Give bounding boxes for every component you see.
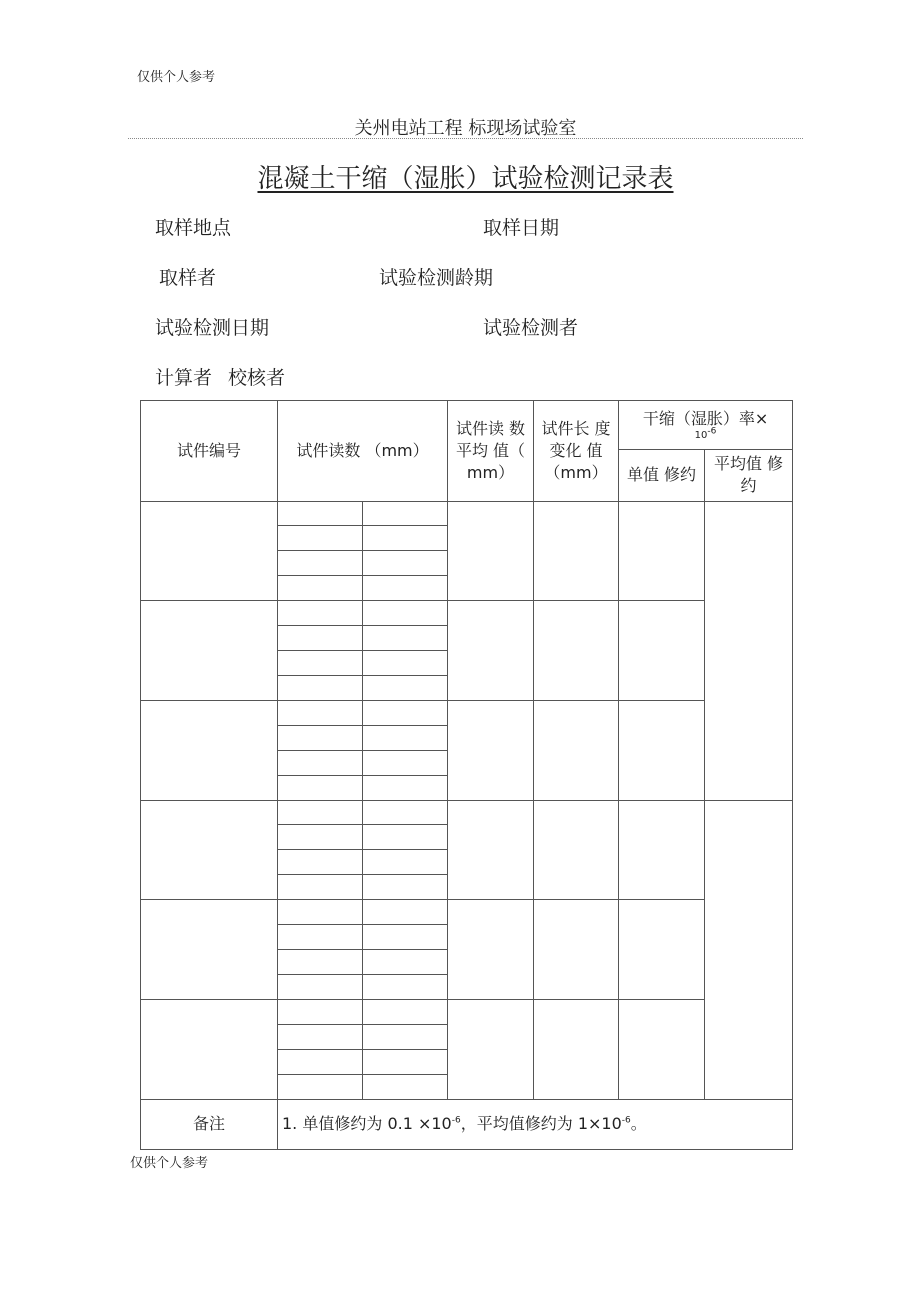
field-sampler: 取样者: [159, 267, 217, 289]
reading-row: [141, 501, 793, 526]
length-change-cell[interactable]: [534, 800, 619, 900]
reading-row: [141, 700, 793, 725]
watermark-bottom: 仅供个人参考: [130, 1156, 209, 1171]
field-calculator: 计算者: [155, 367, 213, 389]
reading-cell[interactable]: [278, 1049, 363, 1074]
field-test-date: 试验检测日期: [155, 317, 270, 339]
reading-cell[interactable]: [278, 700, 363, 725]
length-change-cell[interactable]: [534, 700, 619, 800]
reading-cell[interactable]: [278, 651, 363, 676]
average-reading-cell[interactable]: [448, 800, 534, 900]
reading-cell[interactable]: [278, 800, 363, 825]
reading-cell[interactable]: [363, 526, 448, 551]
reading-cell[interactable]: [278, 925, 363, 950]
remarks-text: 1. 单值修约为 $0.1 \times 10^{-6}$，平均值修约为 $1\times 10^{-6}$。: [278, 1099, 793, 1149]
reading-cell[interactable]: [363, 576, 448, 601]
reading-cell[interactable]: [363, 1024, 448, 1049]
reading-cell[interactable]: [363, 651, 448, 676]
header-shrinkage-rate: 干缩（湿胀）率× $10^{-6}$: [619, 401, 793, 450]
reading-cell[interactable]: [278, 975, 363, 1000]
watermark-top: 仅供个人参考: [137, 70, 216, 85]
single-rounding-cell[interactable]: [619, 601, 705, 701]
reading-cell[interactable]: [363, 850, 448, 875]
reading-cell[interactable]: [363, 825, 448, 850]
reading-cell[interactable]: [278, 900, 363, 925]
average-reading-cell[interactable]: [448, 601, 534, 701]
reading-cell[interactable]: [278, 526, 363, 551]
header-single-rounding: 单值 修约: [619, 450, 705, 501]
reading-cell[interactable]: [278, 850, 363, 875]
reading-cell[interactable]: [278, 626, 363, 651]
header-length-change: 试件长 度 变化 值 （mm）: [534, 401, 619, 502]
length-change-cell[interactable]: [534, 501, 619, 601]
reading-cell[interactable]: [363, 950, 448, 975]
reading-cell[interactable]: [363, 999, 448, 1024]
header-average-reading: 试件读 数 平均 值（ mm）: [448, 401, 534, 502]
reading-cell[interactable]: [278, 675, 363, 700]
reading-cell[interactable]: [363, 775, 448, 800]
reading-cell[interactable]: [363, 700, 448, 725]
reading-cell[interactable]: [363, 800, 448, 825]
field-checker: 校核者: [228, 367, 286, 389]
reading-cell[interactable]: [278, 825, 363, 850]
organization-name: 关州电站工程 标现场试验室: [354, 118, 577, 139]
reading-cell[interactable]: [278, 750, 363, 775]
field-test-age: 试验检测龄期: [379, 267, 494, 289]
average-reading-cell[interactable]: [448, 501, 534, 601]
reading-cell[interactable]: [278, 601, 363, 626]
average-reading-cell[interactable]: [448, 700, 534, 800]
reading-cell[interactable]: [278, 725, 363, 750]
reading-cell[interactable]: [278, 1024, 363, 1049]
page-title: 混凝土干缩（湿胀）试验检测记录表: [257, 164, 674, 194]
average-reading-cell[interactable]: [448, 900, 534, 1000]
reading-cell[interactable]: [363, 750, 448, 775]
single-rounding-cell[interactable]: [619, 800, 705, 900]
reading-cell[interactable]: [363, 725, 448, 750]
reading-cell[interactable]: [363, 875, 448, 900]
average-rounding-cell[interactable]: [705, 800, 793, 1099]
header-divider: [128, 138, 803, 139]
reading-cell[interactable]: [363, 900, 448, 925]
length-change-cell[interactable]: [534, 900, 619, 1000]
specimen-no-cell[interactable]: [141, 800, 278, 900]
reading-cell[interactable]: [363, 975, 448, 1000]
remarks-row: [141, 1099, 793, 1149]
reading-cell[interactable]: [278, 501, 363, 526]
specimen-no-cell[interactable]: [141, 900, 278, 1000]
reading-cell[interactable]: [278, 775, 363, 800]
length-change-cell[interactable]: [534, 999, 619, 1099]
header-average-rounding: 平均值 修 约: [705, 450, 793, 501]
reading-cell[interactable]: [278, 875, 363, 900]
single-rounding-cell[interactable]: [619, 501, 705, 601]
shrinkage-record-table: [140, 400, 793, 1150]
reading-cell[interactable]: [278, 551, 363, 576]
reading-row: [141, 900, 793, 925]
reading-cell[interactable]: [363, 925, 448, 950]
reading-cell[interactable]: [363, 1074, 448, 1099]
single-rounding-cell[interactable]: [619, 700, 705, 800]
field-tester: 试验检测者: [483, 317, 579, 339]
field-sampling-location: 取样地点: [155, 217, 232, 239]
specimen-no-cell[interactable]: [141, 601, 278, 701]
average-rounding-cell[interactable]: [705, 501, 793, 800]
header-specimen-no: 试件编号: [141, 401, 278, 502]
specimen-no-cell[interactable]: [141, 700, 278, 800]
reading-cell[interactable]: [363, 501, 448, 526]
reading-cell[interactable]: [278, 999, 363, 1024]
reading-cell[interactable]: [278, 950, 363, 975]
field-sampling-date: 取样日期: [483, 217, 560, 239]
single-rounding-cell[interactable]: [619, 999, 705, 1099]
remarks-label: 备注: [141, 1099, 278, 1149]
single-rounding-cell[interactable]: [619, 900, 705, 1000]
header-reading: 试件读数 （mm）: [278, 401, 448, 502]
reading-cell[interactable]: [363, 675, 448, 700]
reading-row: [141, 601, 793, 626]
specimen-no-cell[interactable]: [141, 999, 278, 1099]
average-reading-cell[interactable]: [448, 999, 534, 1099]
reading-row: [141, 800, 793, 825]
length-change-cell[interactable]: [534, 601, 619, 701]
reading-cell[interactable]: [363, 626, 448, 651]
reading-cell[interactable]: [363, 551, 448, 576]
reading-cell[interactable]: [363, 1049, 448, 1074]
reading-row: [141, 999, 793, 1024]
reading-cell[interactable]: [278, 576, 363, 601]
reading-cell[interactable]: [278, 1074, 363, 1099]
specimen-no-cell[interactable]: [141, 501, 278, 601]
reading-cell[interactable]: [363, 601, 448, 626]
